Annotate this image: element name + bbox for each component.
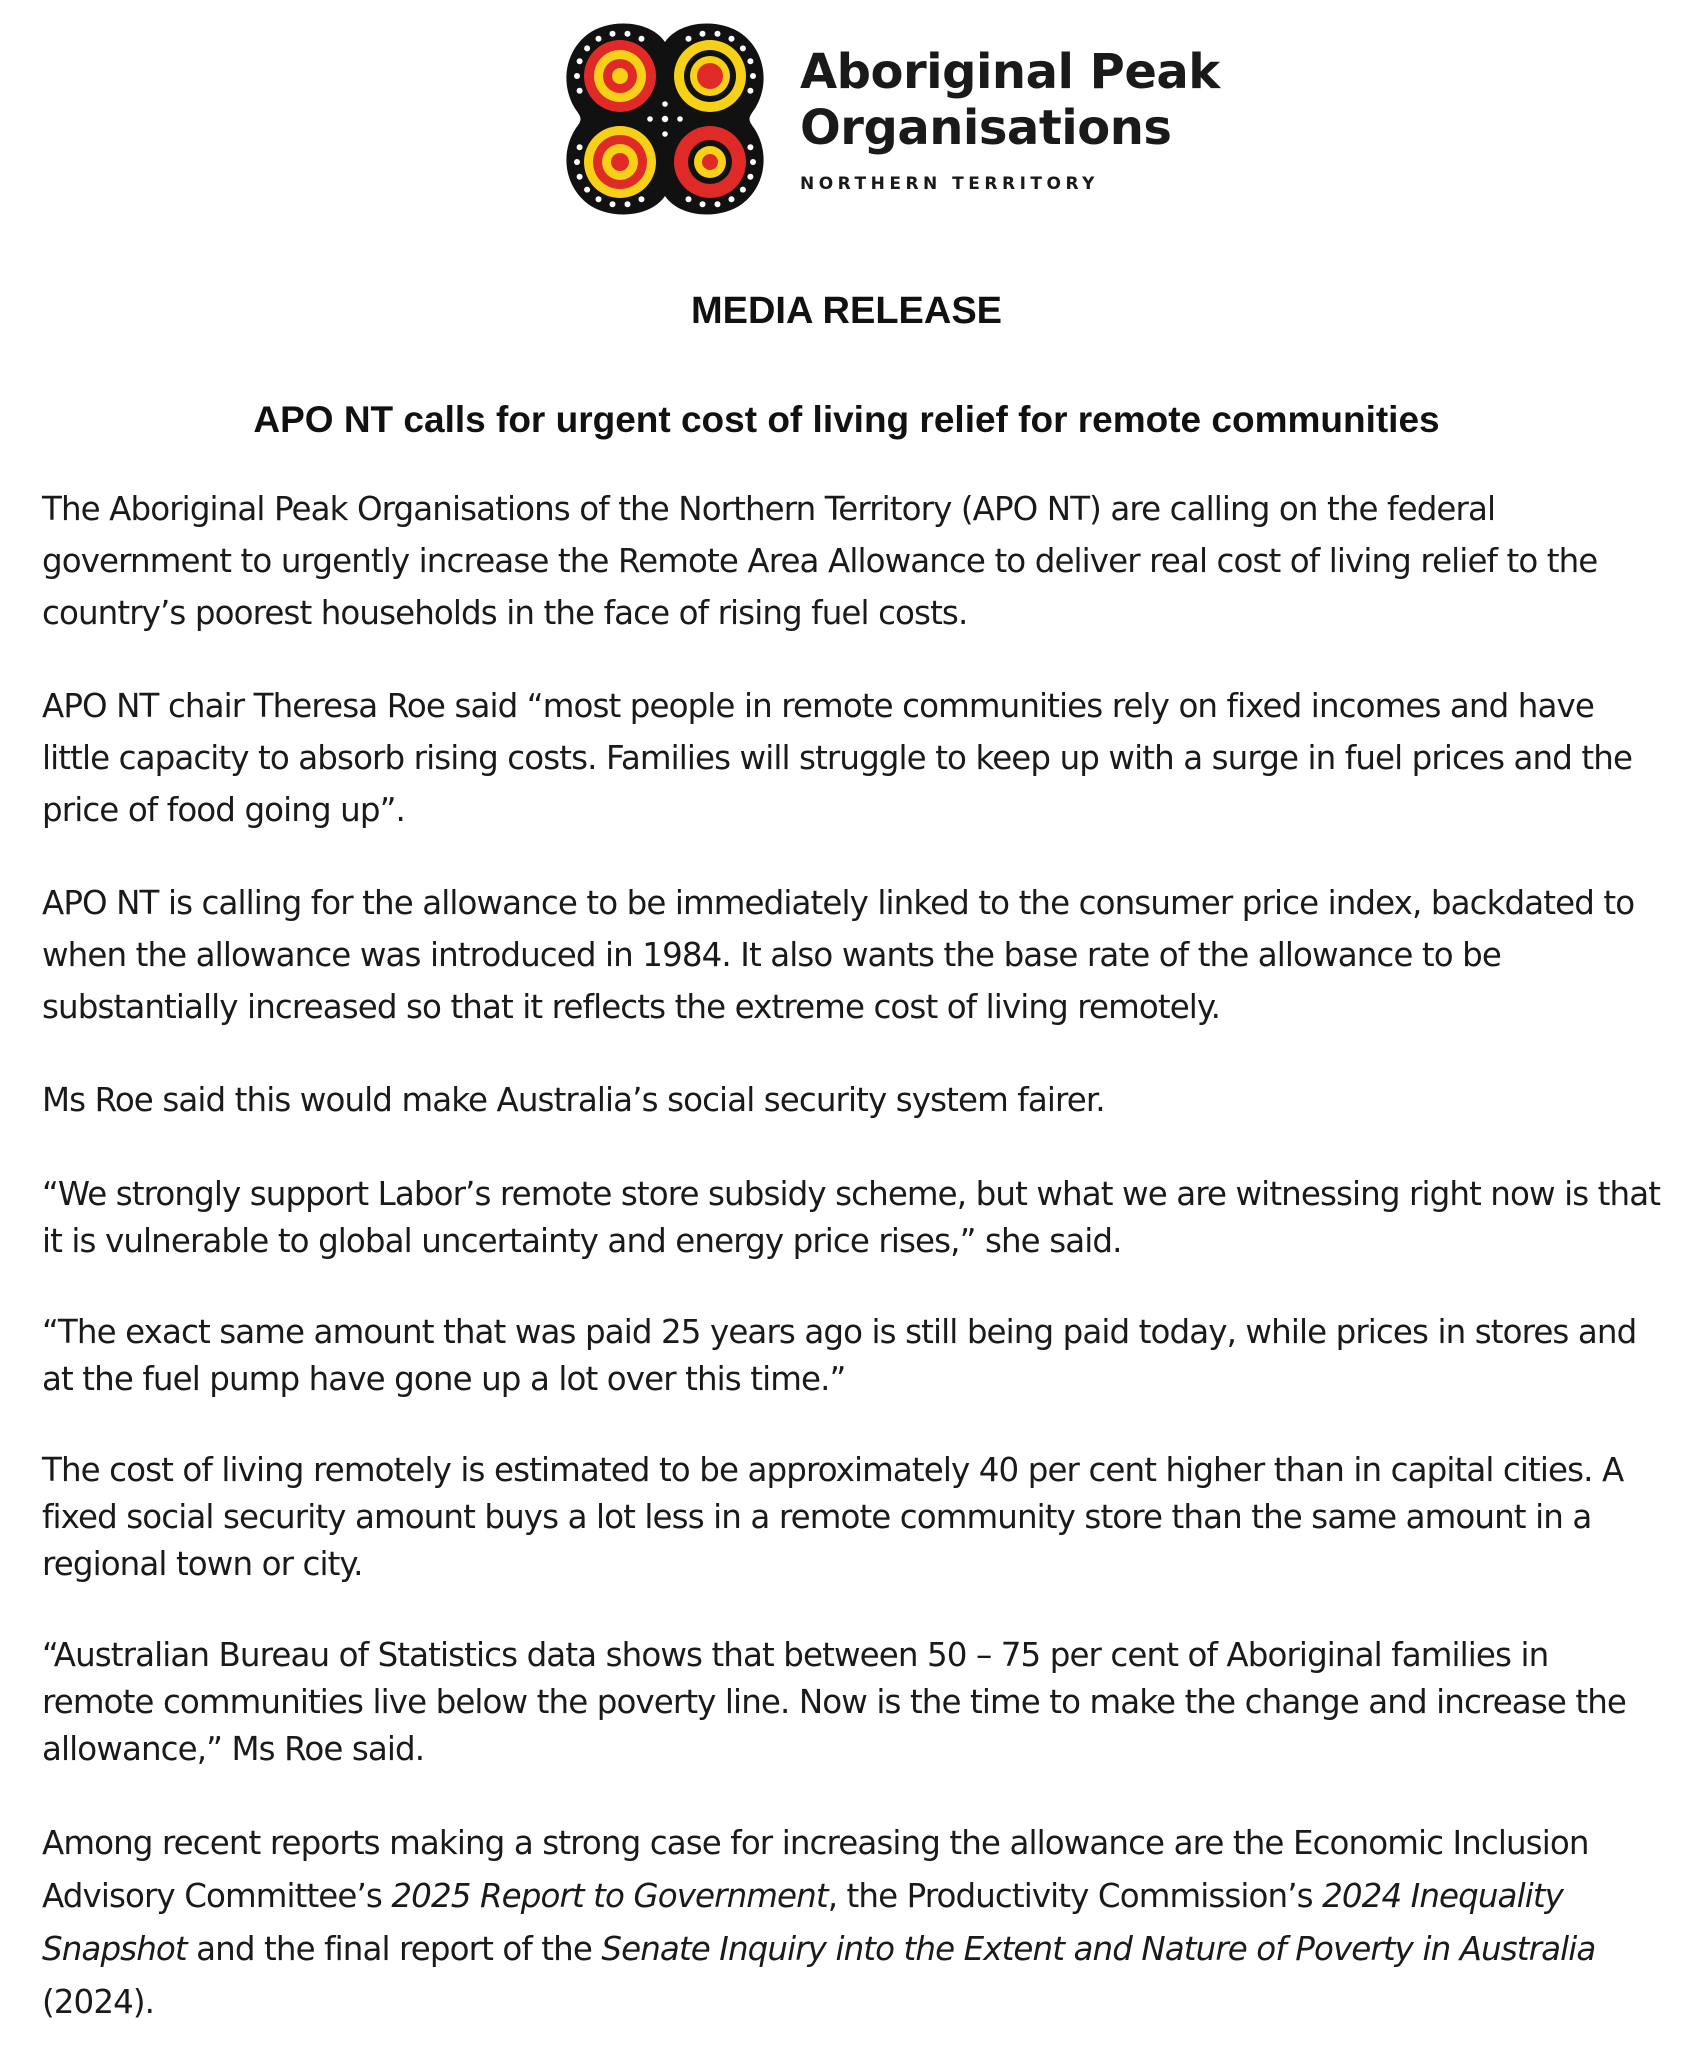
logo-dot <box>596 196 602 202</box>
logo-dot <box>750 73 756 79</box>
logo-dot <box>574 159 580 165</box>
report-title-senate: Senate Inquiry into the Extent and Nature of Poverty in Australia <box>601 1930 1596 1968</box>
logo-wordmark <box>800 44 1220 194</box>
logo-line1: Aboriginal Peak <box>800 44 1220 100</box>
logo-subtitle: NORTHERN TERRITORY <box>800 174 1099 194</box>
logo-dot <box>747 174 753 180</box>
paragraph-cpi-call: APO NT is calling for the allowance to be immediately linked to the consumer price index, backdated to when the allowance was introduced in 1984. It also wants the base rate of the allowance to be substantially increased so that it reflects the extreme cost of living remotely. <box>42 884 1635 1026</box>
logo-dot <box>577 144 583 150</box>
logo-dot <box>577 174 583 180</box>
logo-dot <box>740 187 746 193</box>
logo-dot <box>639 196 645 202</box>
logo-dot <box>625 31 631 37</box>
article-body <box>42 483 1662 2029</box>
paragraph-cost-of-living: The cost of living remotely is estimated to be approximately 40 per cent higher than in capital cities. A fixed social security amount buys a lot less in a remote community store than the same amount in a regional town or city. <box>42 1451 1624 1583</box>
apo-nt-logo <box>560 14 1220 224</box>
logo-dot <box>729 196 735 202</box>
logo-dot <box>715 201 721 207</box>
circle-top-left-icon <box>584 40 656 112</box>
logo-dot <box>610 31 616 37</box>
paragraph-same-amount-quote: “The exact same amount that was paid 25 years ago is still being paid today, while prices in stores and at the fuel pump have gone up a lot over this time.” <box>42 1313 1637 1398</box>
report-title-pc: 2024 Inequality Snapshot <box>42 1877 1564 1968</box>
logo-dot <box>729 36 735 42</box>
logo-dot <box>574 73 580 79</box>
logo-dot <box>625 201 631 207</box>
logo-dot <box>740 45 746 51</box>
logo-dot <box>584 187 590 193</box>
paragraph-recent-reports <box>42 1817 1662 2029</box>
circle-bottom-right-icon <box>674 126 746 198</box>
apo-nt-dot-art-logo-icon <box>560 14 770 224</box>
logo-dot <box>747 144 753 150</box>
logo-dot <box>610 201 616 207</box>
logo-dot <box>639 36 645 42</box>
logo-dot <box>750 159 756 165</box>
paragraph-subsidy-quote: “We strongly support Labor’s remote store subsidy scheme, but what we are witnessing right now is that it is vulnerable to global uncertainty and energy price rises,” she said. <box>42 1175 1661 1260</box>
logo-dot <box>700 31 706 37</box>
document-type-heading: MEDIA RELEASE <box>690 290 1003 332</box>
logo-dot <box>577 58 583 64</box>
logo-dot <box>715 31 721 37</box>
logo-dot <box>584 45 590 51</box>
logo-dot <box>596 36 602 42</box>
reports-text-1: Among recent reports making a strong case for increasing the allowance are the Economic Inclusion Advisory Committee’s <box>42 1824 1589 1915</box>
logo-dot <box>577 88 583 94</box>
logo-dot <box>686 196 692 202</box>
paragraph-abs-quote: “Australian Bureau of Statistics data shows that between 50 – 75 per cent of Aboriginal families in remote communities live below the poverty line. Now is the time to make the change and increase the allowance,” Ms Roe said. <box>42 1636 1627 1768</box>
paragraph-fairer-system: Ms Roe said this would make Australia’s social security system fairer. <box>42 1081 1105 1119</box>
circle-bottom-left-icon <box>584 126 656 198</box>
circle-top-right-icon <box>674 40 746 112</box>
reports-text-2: , the Productivity Commission’s <box>827 1877 1323 1915</box>
logo-dot <box>686 36 692 42</box>
page-title: APO NT calls for urgent cost of living relief for remote communities <box>253 399 1440 440</box>
logo-dot <box>747 58 753 64</box>
report-title-eiac: 2025 Report to Government <box>391 1877 828 1915</box>
paragraph-chair-quote: APO NT chair Theresa Roe said “most people in remote communities rely on fixed incomes and have little capacity to absorb rising costs. Families will struggle to keep up with a surge in fuel prices and the price of food going up”. <box>42 687 1633 829</box>
reports-text-4: (2024). <box>42 1983 155 2021</box>
logo-dot <box>700 201 706 207</box>
logo-line2: Organisations <box>800 100 1172 156</box>
reports-text-3: and the final report of the <box>186 1930 602 1968</box>
logo-dot <box>747 88 753 94</box>
paragraph-intro: The Aboriginal Peak Organisations of the Northern Territory (APO NT) are calling on the federal government to urgently increase the Remote Area Allowance to deliver real cost of living relief to the country’s poorest households in the face of rising fuel costs. <box>42 490 1598 632</box>
